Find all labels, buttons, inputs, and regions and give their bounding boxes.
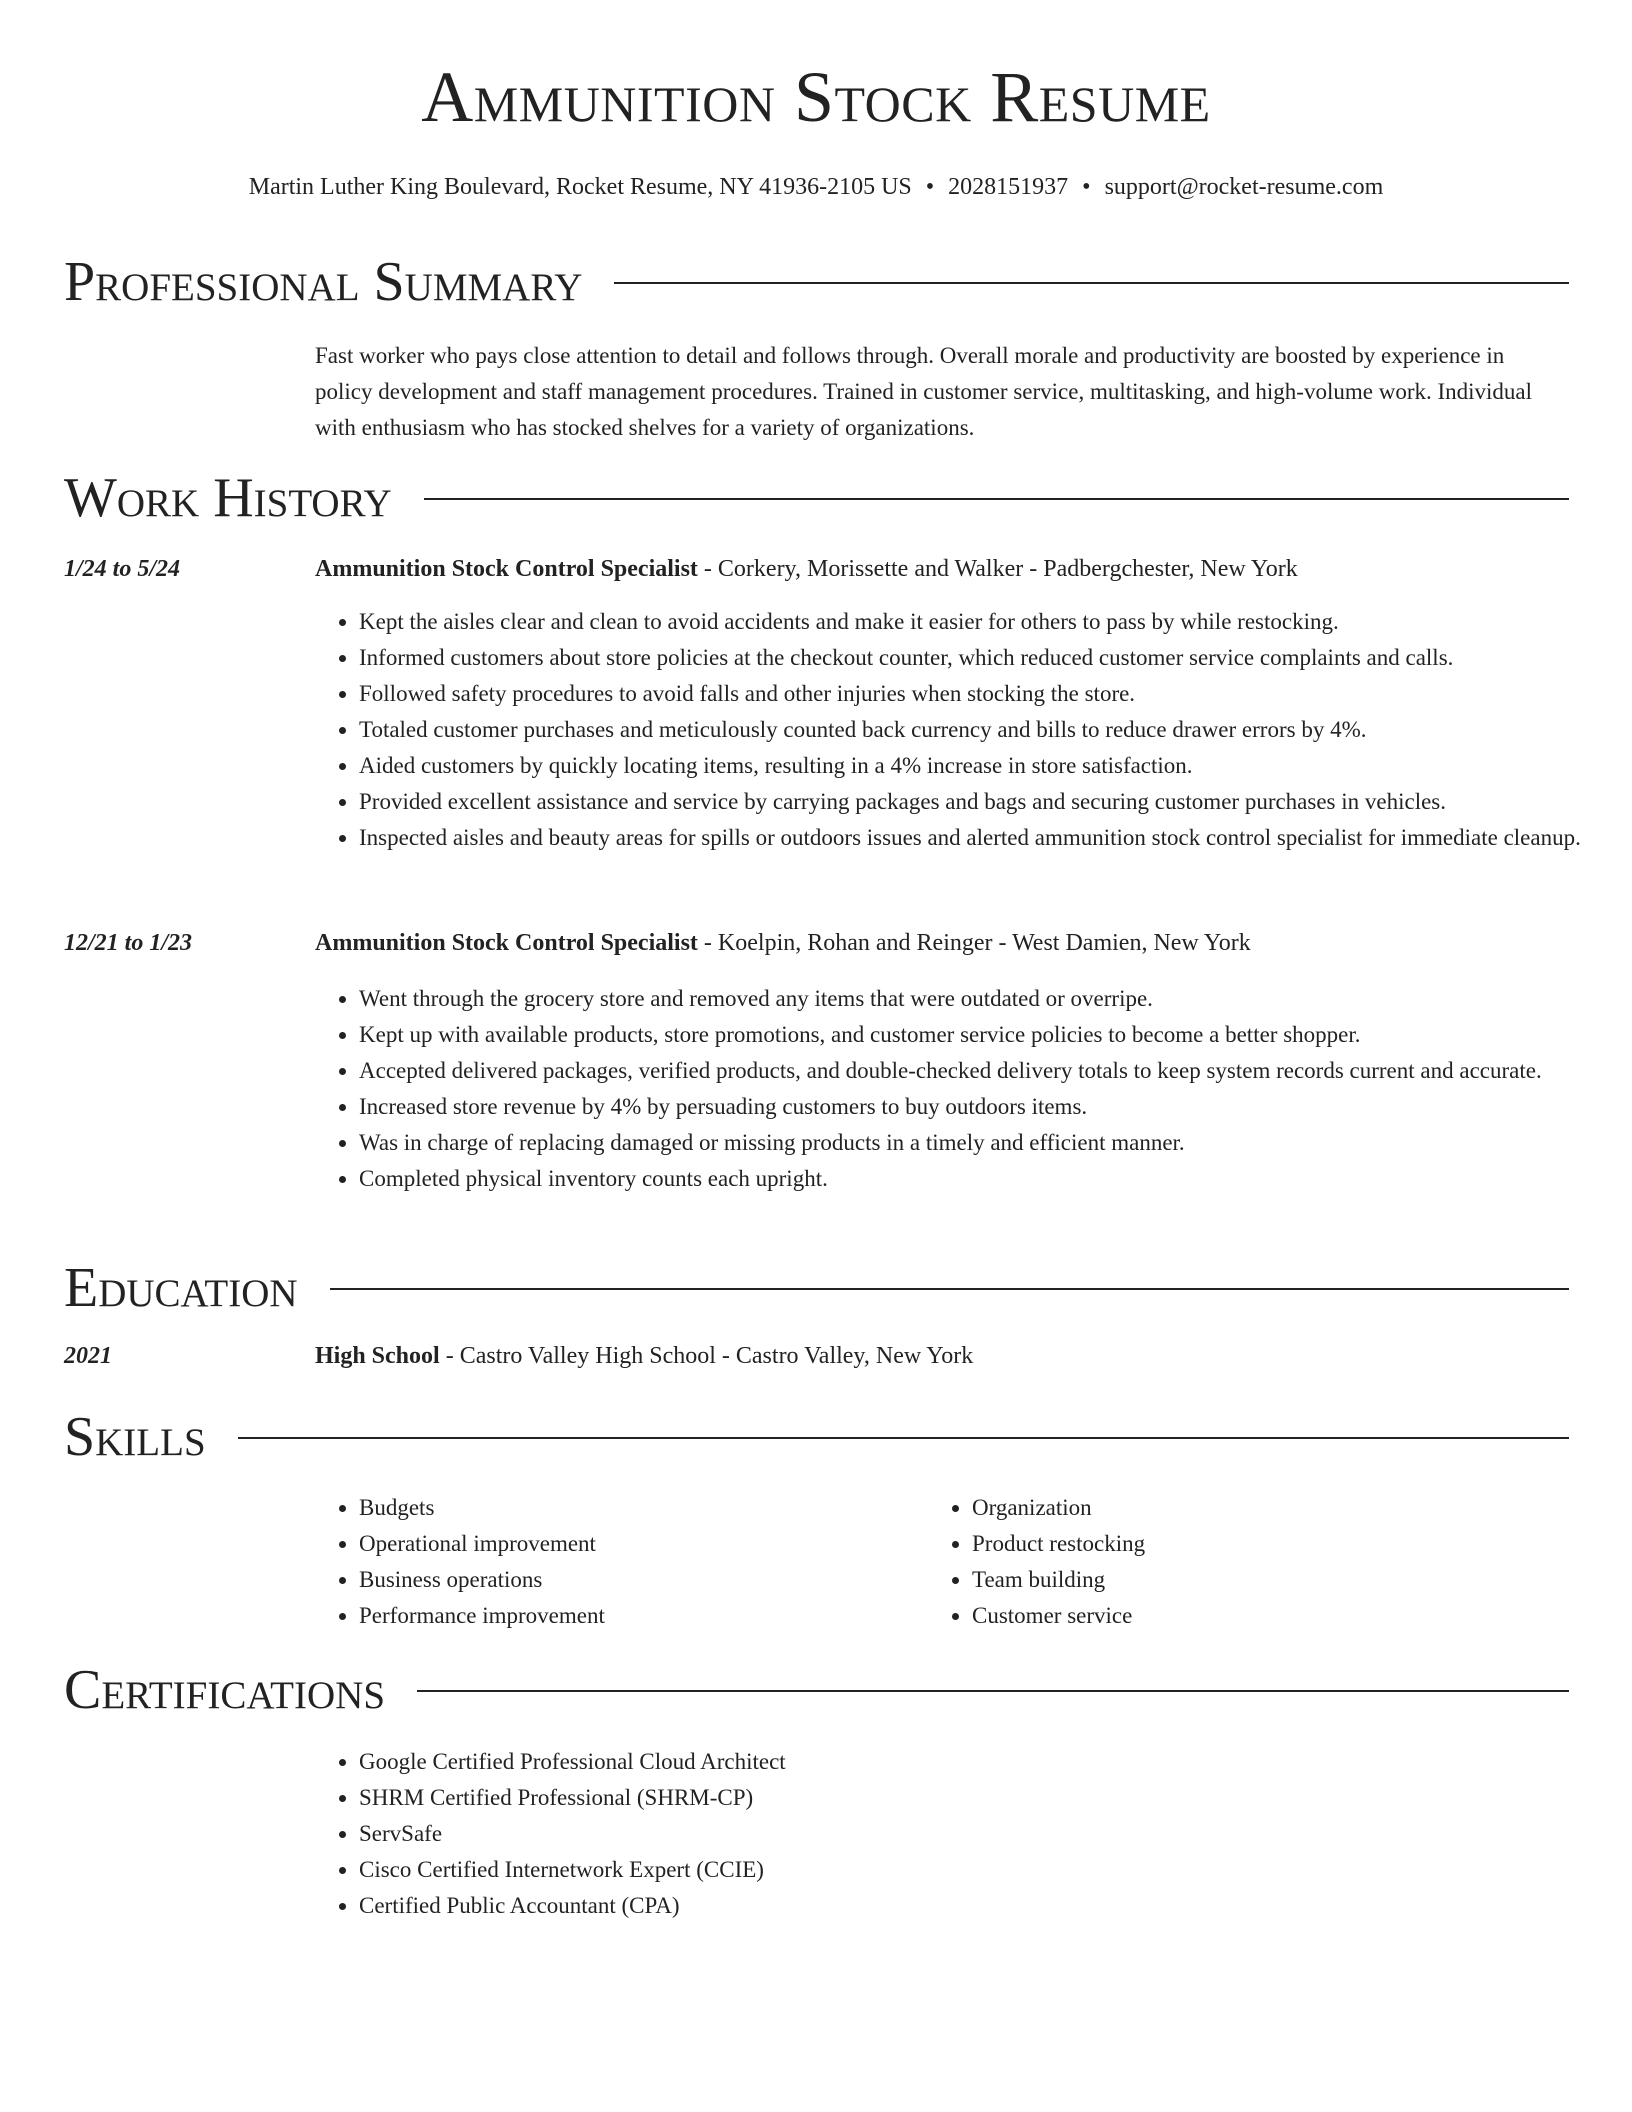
list-item: • Customer service bbox=[972, 1598, 1532, 1634]
list-item: • Inspected aisles and beauty areas for spills or outdoors issues and alerted ammunition stock control specialist for immediate cleanup. bbox=[359, 820, 1609, 856]
list-item: • Was in charge of replacing damaged or missing products in a timely and efficient manner. bbox=[359, 1125, 1609, 1161]
job-heading bbox=[315, 556, 1575, 583]
summary-text: Fast worker who pays close attention to detail and follows through. Overall morale and productivity are boosted by experience in policy development and staff management procedures. Trained in customer service, multitasking, and high-volume work. Individual with enthusiasm who has stocked shelves for a variety of organizations. bbox=[315, 343, 1533, 440]
list-item: • Kept the aisles clear and clean to avoid accidents and make it easier for others to pass by while restocking. bbox=[359, 604, 1609, 640]
job-details: - Koelpin, Rohan and Reinger - West Damien, New York bbox=[697, 930, 1251, 956]
list-item: • ServSafe bbox=[359, 1816, 1609, 1852]
section-heading: Certifications bbox=[64, 1659, 386, 1721]
email: support@rocket-resume.com bbox=[1104, 174, 1384, 200]
list-item: • Google Certified Professional Cloud Architect bbox=[359, 1744, 1609, 1780]
list-item: • Performance improvement bbox=[359, 1598, 919, 1634]
section-certifications bbox=[64, 1660, 1569, 1722]
list-item: • Product restocking bbox=[972, 1526, 1532, 1562]
list-item: • Informed customers about store policies at the checkout counter, which reduced customer service complaints and calls. bbox=[359, 640, 1609, 676]
section-divider bbox=[417, 1690, 1569, 1692]
section-heading: Professional Summary bbox=[64, 251, 583, 313]
section-divider bbox=[614, 282, 1569, 284]
contact-line bbox=[0, 172, 1632, 203]
job-heading bbox=[315, 930, 1575, 957]
list-item: • Organization bbox=[972, 1490, 1532, 1526]
section-heading: Education bbox=[64, 1257, 298, 1319]
list-item: • SHRM Certified Professional (SHRM-CP) bbox=[359, 1780, 1609, 1816]
job-title: Ammunition Stock Control Specialist bbox=[315, 556, 698, 582]
section-divider bbox=[424, 498, 1569, 500]
job-dates: 12/21 to 1/23 bbox=[64, 930, 193, 956]
list-item: • Completed physical inventory counts each upright. bbox=[359, 1161, 1609, 1197]
separator: • bbox=[1082, 174, 1091, 200]
school-details: - Castro Valley High School - Castro Valley, New York bbox=[439, 1343, 974, 1369]
education-year: 2021 bbox=[64, 1343, 112, 1369]
resume-title: Ammunition Stock Resume bbox=[421, 57, 1211, 137]
section-work-history bbox=[64, 468, 1569, 530]
phone: 2028151937 bbox=[948, 174, 1069, 200]
list-item: • Increased store revenue by 4% by persuading customers to buy outdoors items. bbox=[359, 1089, 1609, 1125]
list-item: • Went through the grocery store and removed any items that were outdated or overripe. bbox=[359, 981, 1609, 1017]
list-item: • Cisco Certified Internetwork Expert (CCIE) bbox=[359, 1852, 1609, 1888]
list-item: • Operational improvement bbox=[359, 1526, 919, 1562]
job-dates: 1/24 to 5/24 bbox=[64, 556, 181, 582]
certifications-list bbox=[315, 1744, 1609, 1924]
list-item: • Business operations bbox=[359, 1562, 919, 1598]
address: Martin Luther King Boulevard, Rocket Resume, NY 41936-2105 US bbox=[248, 174, 912, 200]
list-item: • Followed safety procedures to avoid falls and other injuries when stocking the store. bbox=[359, 676, 1609, 712]
job-details: - Corkery, Morissette and Walker - Padbergchester, New York bbox=[697, 556, 1298, 582]
section-heading: Skills bbox=[64, 1406, 206, 1468]
list-item: • Accepted delivered packages, verified products, and double-checked delivery totals to keep system records current and accurate. bbox=[359, 1053, 1609, 1089]
job-title: Ammunition Stock Control Specialist bbox=[315, 930, 698, 956]
section-heading: Work History bbox=[64, 467, 392, 529]
list-item: • Aided customers by quickly locating items, resulting in a 4% increase in store satisfaction. bbox=[359, 748, 1609, 784]
list-item: • Team building bbox=[972, 1562, 1532, 1598]
section-education bbox=[64, 1258, 1569, 1320]
list-item: • Totaled customer purchases and meticulously counted back currency and bills to reduce drawer errors by 4%. bbox=[359, 712, 1609, 748]
list-item: • Certified Public Accountant (CPA) bbox=[359, 1888, 1609, 1924]
section-skills bbox=[64, 1407, 1569, 1469]
list-item: • Budgets bbox=[359, 1490, 919, 1526]
job-bullets bbox=[315, 981, 1609, 1197]
section-professional-summary bbox=[64, 252, 1569, 314]
section-divider bbox=[238, 1437, 1569, 1439]
list-item: • Kept up with available products, store promotions, and customer service policies to become a better shopper. bbox=[359, 1017, 1609, 1053]
job-bullets bbox=[315, 604, 1609, 856]
skills-list-right bbox=[928, 1490, 1532, 1634]
separator: • bbox=[925, 174, 935, 200]
skills-list-left bbox=[315, 1490, 919, 1634]
list-item: • Provided excellent assistance and service by carrying packages and bags and securing customer purchases in vehicles. bbox=[359, 784, 1609, 820]
degree: High School bbox=[315, 1343, 440, 1369]
section-divider bbox=[330, 1288, 1569, 1290]
education-line bbox=[315, 1343, 1575, 1370]
